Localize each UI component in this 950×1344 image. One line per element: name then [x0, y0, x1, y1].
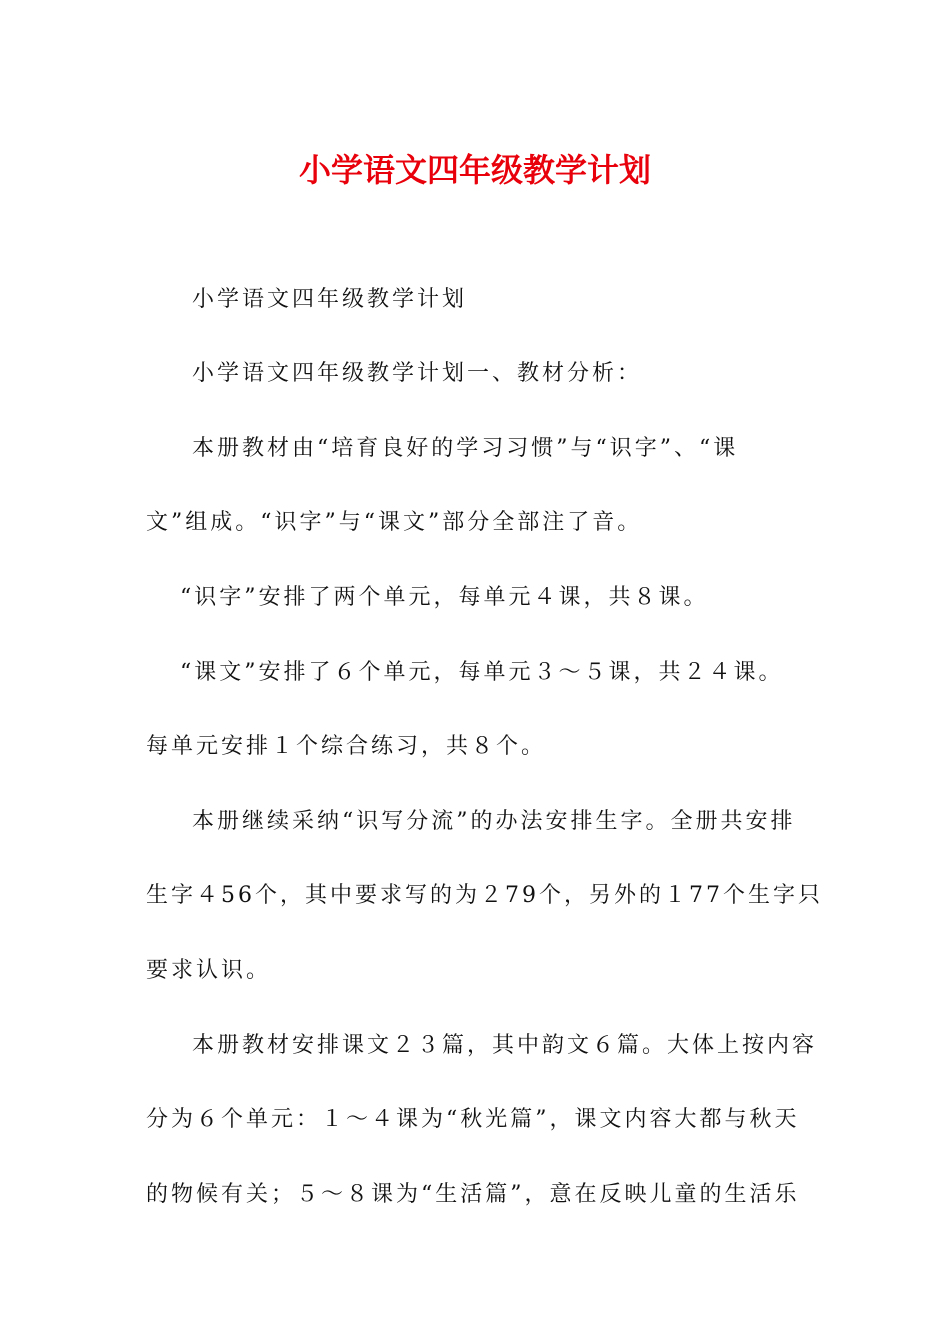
paragraph-line: 本册教材由“培育良好的学习习惯”与“识字”、“课: [192, 436, 739, 461]
paragraph-line: “识字”安排了两个单元，每单元４课，共８课。: [180, 585, 709, 610]
paragraph-line: 小学语文四年级教学计划一、教材分析：: [192, 361, 643, 386]
paragraph-line: 本册继续采纳“识写分流”的办法安排生字。全册共安排: [192, 809, 796, 834]
paragraph-line: 生字４56个，其中要求写的为２79个，另外的１77个生字只: [146, 883, 823, 908]
paragraph-line: 要求认识。: [146, 958, 272, 983]
paragraph-line: 的物候有关；５～８课为“生活篇”，意在反映儿童的生活乐: [146, 1182, 800, 1207]
paragraph-line: 每单元安排１个综合练习，共８个。: [146, 734, 547, 759]
paragraph-line: 小学语文四年级教学计划: [192, 287, 468, 312]
paragraph-line: 文”组成。“识字”与“课文”部分全部注了音。: [146, 510, 643, 535]
paragraph-line: 本册教材安排课文２３篇，其中韵文６篇。大体上按内容: [192, 1033, 818, 1058]
document-title: 小学语文四年级教学计划: [298, 151, 651, 189]
paragraph-line: “课文”安排了６个单元，每单元３～５课，共２４课。: [180, 660, 784, 685]
paragraph-line: 分为６个单元：１～４课为“秋光篇”，课文内容大都与秋天: [146, 1107, 800, 1132]
